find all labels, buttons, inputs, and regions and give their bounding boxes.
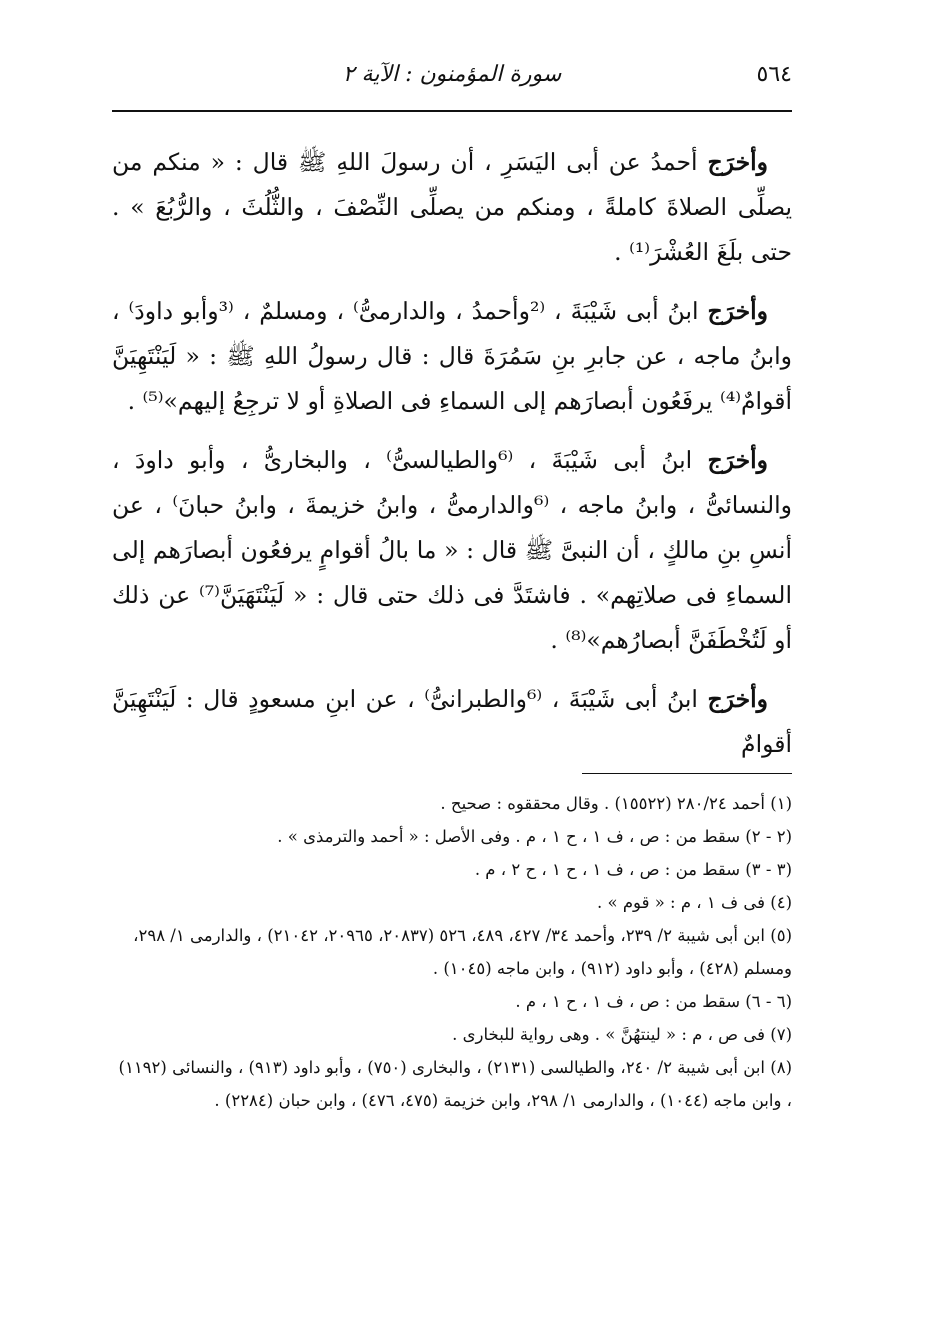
footnote: (٤) فى ف ١ ، م : « قوم » . (597, 893, 792, 912)
paragraph-lead: وأخرَج (707, 446, 768, 474)
footnote: (٨) ابن أبى شيبة ٢/ ٢٤٠، والطيالسى (٢١٣١) ، والبخارى (٧٥٠) ، وأبو داود (٩١٣) ، والنسائى (١١٩٢) ، وابن ماجه (١٠٤٤) ، والدارمى ١/ ٢٩٨، وابن خزيمة (٤٧٥، ٤٧٦) ، وابن حبان (٢٢٨٤) . (118, 1058, 792, 1110)
main-text (112, 140, 792, 781)
footnotes (112, 787, 792, 1117)
header-rule (112, 110, 792, 112)
footnote: (٧) فى ص ، م : « لينتهُنَّ » . وهى رواية للبخارى . (452, 1025, 792, 1044)
paragraph-text: ابنُ أبى شَيْبَةَ ، ⁽²وأحمدُ ، والدارمىُّ⁾ ، ومسلمٌ ، ⁽³وأبو داودَ⁾ ، وابنُ ماجه ، عن جابرِ بنِ سَمُرَةَ قال : قال رسولُ اللهِ ﷺ : « لَيَنْتَهِيَنَّ أقوامٌ⁽⁴⁾ يرفَعُون أبصارَهم إلى السماءِ فى الصلاةِ أو لا ترجِعُ إليهم»⁽⁵⁾ . (112, 297, 792, 415)
paragraph (112, 438, 792, 663)
footnote: (٦ - ٦) سقط من : ص ، ف ١ ، ح ١ ، م . (515, 992, 792, 1011)
paragraph-text: ابنُ أبى شَيْبَةَ ، ⁽⁶والطيالسىُّ⁾ ، والبخارىُّ ، وأبو داودَ ، والنسائىُّ ، وابنُ ماجه ، ⁽⁶والدارمىُّ ، وابنُ خزيمةَ ، وابنُ حبانَ⁾ ، عن أنسِ بنِ مالكٍ ، أن النبىَّ ﷺ قال : « ما بالُ أقوامٍ يرفعُون أبصارَهم إلى السماءِ فى صلاتِهم» . فاشتَدَّ فى ذلك حتى قال : « لَيَنْتَهَيَنَّ⁽⁷⁾ عن ذلك أو لَتُخْطَفَنَّ أبصارُهم»⁽⁸⁾ . (112, 446, 792, 654)
footnote-rule (582, 773, 792, 774)
paragraph (112, 289, 792, 424)
paragraph (112, 140, 792, 275)
paragraph (112, 677, 792, 767)
paragraph-lead: وأخرَج (707, 685, 768, 713)
paragraph-text: أحمدُ عن أبى اليَسَرِ ، أن رسولَ اللهِ ﷺ قال : « منكم من يصلِّى الصلاةَ كاملةً ، ومنكم من يصلِّى النِّصْفَ ، والثُّلُثَ ، والرُّبُعَ » . حتى بلَغَ العُشْرَ⁽¹⁾ . (112, 148, 792, 266)
paragraph-lead: وأخرَج (707, 297, 768, 325)
footnote: (٥) ابن أبى شيبة ٢/ ٢٣٩، وأحمد ٣٤/ ٤٢٧، ٤٨٩، ٥٢٦ (٢٠٨٣٧، ٢٠٩٦٥، ٢١٠٤٢) ، والدارمى ١/ ٢٩٨، ومسلم (٤٢٨) ، وأبو داود (٩١٢) ، وابن ماجه (١٠٤٥) . (133, 926, 792, 978)
footnote: (١) أحمد ٢٨٠/٢٤ (١٥٥٢٢) . وقال محققوه : صحيح . (440, 794, 792, 813)
footnote: (٢ - ٢) سقط من : ص ، ف ١ ، ح ١ ، م . وفى الأصل : « أحمد والترمذى » . (277, 827, 792, 846)
page-header (112, 56, 792, 96)
footnote: (٣ - ٣) سقط من : ص ، ف ١ ، ح ١ ، ح ٢ ، م . (474, 860, 792, 879)
running-title: سورة المؤمنون : الآية ٢ (342, 62, 562, 87)
paragraph-text: ابنُ أبى شَيْبَةَ ، ⁽⁶والطبرانىُّ⁾ ، عن ابنِ مسعودٍ قال : لَيَنْتَهِيَنَّ أقوامٌ (112, 685, 792, 758)
paragraph-lead: وأخرَج (707, 148, 768, 176)
page-number: ٥٦٤ (756, 62, 792, 87)
